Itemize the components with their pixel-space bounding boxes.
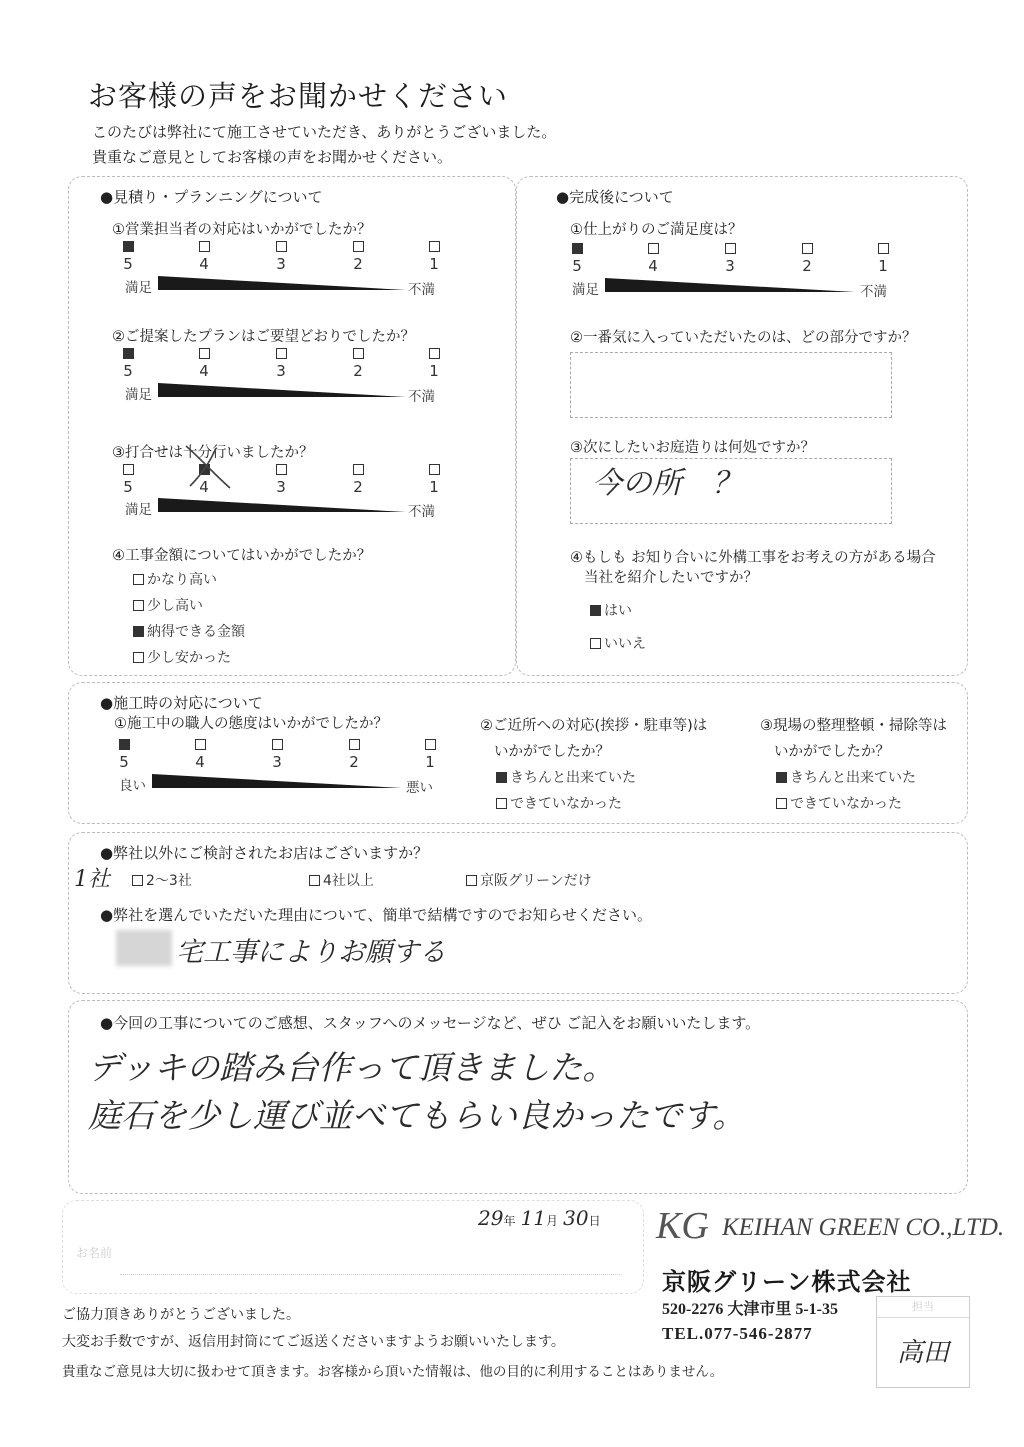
company-tel: TEL.077-546-2877 xyxy=(662,1324,813,1343)
scale-num-4: 4 xyxy=(648,257,658,275)
estimate-q2-checkbox-1[interactable] xyxy=(429,348,440,359)
estimate-q3-checkbox-3[interactable] xyxy=(276,464,287,475)
estimate-q3-wedge xyxy=(158,496,406,514)
option-label: 2～3社 xyxy=(146,873,192,889)
option-label: 4社以上 xyxy=(323,873,374,889)
construction-q2-line-1: ②ご近所への対応(挨拶・駐車等)は xyxy=(480,718,708,734)
estimate-heading: ●見積り・プランニングについて xyxy=(100,188,323,206)
scale-num-4: 4 xyxy=(195,753,205,771)
construction-q1-wedge xyxy=(152,772,402,790)
after-q4-option-yes[interactable] xyxy=(590,600,632,620)
others-handwritten-answer: 1社 xyxy=(74,867,110,892)
others-option-1[interactable] xyxy=(132,870,192,890)
construction-q1-low-label: 良い xyxy=(119,778,146,794)
after-q1-low-label: 満足 xyxy=(572,282,599,298)
estimate-q2-checkbox-5[interactable] xyxy=(123,348,134,359)
construction-q3-line-1: ③現場の整理整頓・掃除等は xyxy=(760,718,947,734)
estimate-q2-low-label: 満足 xyxy=(125,387,152,403)
company-address: 520-2276 大津市里 5-1-35 xyxy=(662,1301,838,1318)
option-label: 少し高い xyxy=(147,598,203,614)
estimate-q2-high-label: 不満 xyxy=(408,389,435,405)
after-q3-answer: 今の所 ？ xyxy=(592,466,742,501)
scale-num-2: 2 xyxy=(353,478,363,496)
checkbox-icon[interactable] xyxy=(133,626,144,637)
scale-num-1: 1 xyxy=(878,257,888,275)
scale-num-5: 5 xyxy=(123,478,133,496)
comments-question: ●今回の工事についてのご感想、スタッフへのメッセージなど、ぜひ ご記入をお願いいたします。 xyxy=(100,1014,761,1032)
estimate-q4-option-3[interactable] xyxy=(133,621,245,641)
footer-line-3: 貴重なご意見は大切に扱わせて頂きます。お客様から頂いた情報は、他の目的に利用することはありません。 xyxy=(62,1364,724,1380)
footer-line-1: ご協力頂きありがとうございました。 xyxy=(62,1307,300,1323)
estimate-q1-wedge xyxy=(158,274,406,292)
staff-label: 担当 xyxy=(877,1297,969,1318)
construction-q3-line-2: いかがでしたか？ xyxy=(774,744,890,760)
scale-num-3: 3 xyxy=(272,753,282,771)
option-label: きちんと出来ていた xyxy=(510,770,636,786)
scale-num-3: 3 xyxy=(725,257,735,275)
after-section-box xyxy=(516,176,968,676)
intro-line-1: このたびは弊社にて施工させていただき、ありがとうございました。 xyxy=(92,123,557,141)
after-q1-checkbox-2[interactable] xyxy=(802,243,813,254)
checkbox-icon[interactable] xyxy=(133,600,144,611)
construction-q1-checkbox-5[interactable] xyxy=(119,739,130,750)
construction-heading: ●施工時の対応について xyxy=(100,694,263,712)
estimate-q1-checkbox-5[interactable] xyxy=(123,241,134,252)
option-label: かなり高い xyxy=(147,572,217,588)
redacted-area xyxy=(116,930,172,966)
reason-question: ●弊社を選んでいただいた理由について、簡単で結構ですのでお知らせください。 xyxy=(100,906,653,924)
construction-q3-option-1[interactable] xyxy=(776,767,916,787)
option-label: 納得できる金額 xyxy=(147,624,245,640)
estimate-q2-wedge xyxy=(158,381,406,399)
handwritten-cross-mark xyxy=(180,438,236,494)
estimate-q4-option-2[interactable] xyxy=(133,595,203,615)
comments-line-2: 庭石を少し運び並べてもらい良かったです。 xyxy=(88,1096,746,1135)
company-name: 京阪グリーン株式会社 xyxy=(662,1268,912,1296)
others-question: ●弊社以外にご検討されたお店はございますか？ xyxy=(100,844,429,862)
checkbox-icon[interactable] xyxy=(590,605,601,616)
company-logo-text: KEIHAN GREEN CO.,LTD. xyxy=(722,1214,1005,1241)
estimate-q3-checkbox-1[interactable] xyxy=(429,464,440,475)
after-q4-option-no[interactable] xyxy=(590,633,646,653)
estimate-q4-option-1[interactable] xyxy=(133,569,217,589)
estimate-q1-high-label: 不満 xyxy=(408,282,435,298)
estimate-q3-checkbox-5[interactable] xyxy=(123,464,134,475)
date-year: 29 xyxy=(478,1206,504,1230)
after-q1-text: ①仕上がりのご満足度は？ xyxy=(570,222,743,238)
estimate-q2-text: ②ご提案したプランはご要望どおりでしたか？ xyxy=(112,329,415,345)
checkbox-icon[interactable] xyxy=(133,652,144,663)
estimate-q3-high-label: 不満 xyxy=(408,504,435,520)
date-day: 30 xyxy=(563,1206,589,1230)
option-label: できていなかった xyxy=(510,796,622,812)
estimate-q1-checkbox-1[interactable] xyxy=(429,241,440,252)
estimate-q2-checkbox-3[interactable] xyxy=(276,348,287,359)
construction-q1-checkbox-1[interactable] xyxy=(425,739,436,750)
after-q2-answer-box[interactable] xyxy=(570,352,892,418)
comments-line-1: デッキの踏み台作って頂きました。 xyxy=(88,1048,616,1087)
date-day-unit: 日 xyxy=(588,1214,601,1228)
checkbox-icon[interactable] xyxy=(133,574,144,585)
company-logo-mark: KG xyxy=(656,1205,709,1247)
scale-num-2: 2 xyxy=(353,362,363,380)
reason-answer: 宅工事によりお願する xyxy=(176,937,446,968)
construction-q1-high-label: 悪い xyxy=(406,780,433,796)
after-q2-text: ②一番気に入っていただいたのは、どの部分ですか？ xyxy=(570,330,917,346)
construction-q3-option-2[interactable] xyxy=(776,793,902,813)
option-label: 京阪グリーンだけ xyxy=(480,873,592,889)
estimate-q4-text: ④工事金額についてはいかがでしたか？ xyxy=(112,548,372,564)
checkbox-icon[interactable] xyxy=(776,798,787,809)
checkbox-icon[interactable] xyxy=(496,798,507,809)
others-option-2[interactable] xyxy=(309,870,374,890)
construction-q2-option-2[interactable] xyxy=(496,793,622,813)
estimate-q1-checkbox-3[interactable] xyxy=(276,241,287,252)
name-line xyxy=(120,1274,620,1275)
estimate-q1-checkbox-2[interactable] xyxy=(353,241,364,252)
date xyxy=(478,1206,601,1230)
after-q3-text: ③次にしたいお庭造りは何処ですか？ xyxy=(570,440,815,456)
after-q4-line-2: 当社を紹介したいですか？ xyxy=(584,570,758,586)
scale-num-3: 3 xyxy=(276,255,286,273)
scale-num-2: 2 xyxy=(349,753,359,771)
checkbox-icon[interactable] xyxy=(309,875,320,886)
construction-q1-checkbox-3[interactable] xyxy=(272,739,283,750)
checkbox-icon[interactable] xyxy=(776,772,787,783)
checkbox-icon[interactable] xyxy=(466,875,477,886)
construction-q2-option-1[interactable] xyxy=(496,767,636,787)
after-q1-checkbox-5[interactable] xyxy=(572,243,583,254)
estimate-q3-text: ③打合せは十分行いましたか？ xyxy=(112,445,314,461)
after-heading: ●完成後について xyxy=(556,188,674,206)
checkbox-icon[interactable] xyxy=(132,875,143,886)
option-label: できていなかった xyxy=(790,796,902,812)
scale-num-1: 1 xyxy=(425,753,435,771)
scale-num-4: 4 xyxy=(199,362,209,380)
scale-num-5: 5 xyxy=(119,753,129,771)
scale-num-1: 1 xyxy=(429,362,439,380)
after-q1-high-label: 不満 xyxy=(860,284,887,300)
option-label: いいえ xyxy=(604,636,646,652)
staff-name: 高田 xyxy=(896,1338,949,1368)
scale-num-5: 5 xyxy=(572,257,582,275)
scale-num-5: 5 xyxy=(123,255,133,273)
footer-line-2: 大変お手数ですが、返信用封筒にてご返送くださいますようお願いいたします。 xyxy=(62,1334,565,1350)
option-label: はい xyxy=(604,603,632,619)
after-q1-checkbox-4[interactable] xyxy=(648,243,659,254)
intro-line-2: 貴重なご意見としてお客様の声をお聞かせください。 xyxy=(92,148,453,166)
date-month-unit: 月 xyxy=(546,1214,559,1228)
scale-num-2: 2 xyxy=(353,255,363,273)
page-title: お客様の声をお聞かせください xyxy=(88,79,509,113)
date-year-unit: 年 xyxy=(503,1214,516,1228)
option-label: きちんと出来ていた xyxy=(790,770,916,786)
estimate-q1-checkbox-4[interactable] xyxy=(199,241,210,252)
checkbox-icon[interactable] xyxy=(590,638,601,649)
scale-num-3: 3 xyxy=(276,362,286,380)
construction-q2-line-2: いかがでしたか？ xyxy=(494,744,610,760)
estimate-q3-low-label: 満足 xyxy=(125,502,152,518)
construction-q1-text: ①施工中の職人の態度はいかがでしたか？ xyxy=(114,716,388,732)
scale-num-3: 3 xyxy=(276,478,286,496)
name-label: お名前 xyxy=(76,1246,113,1260)
scale-num-2: 2 xyxy=(802,257,812,275)
estimate-q2-checkbox-4[interactable] xyxy=(199,348,210,359)
construction-q1-checkbox-4[interactable] xyxy=(195,739,206,750)
estimate-q3-checkbox-2[interactable] xyxy=(353,464,364,475)
scale-num-5: 5 xyxy=(123,362,133,380)
estimate-q2-checkbox-2[interactable] xyxy=(353,348,364,359)
scale-num-1: 1 xyxy=(429,255,439,273)
after-q1-checkbox-1[interactable] xyxy=(878,243,889,254)
others-option-3[interactable] xyxy=(466,870,592,890)
scale-num-4: 4 xyxy=(199,478,209,496)
checkbox-icon[interactable] xyxy=(496,772,507,783)
construction-q1-checkbox-2[interactable] xyxy=(349,739,360,750)
option-label: 少し安かった xyxy=(147,650,231,666)
after-q1-wedge xyxy=(605,276,855,294)
after-q4-line-1: ④もしも お知り合いに外構工事をお考えの方がある場合 xyxy=(570,550,936,566)
staff-box xyxy=(876,1296,970,1388)
scale-num-1: 1 xyxy=(429,478,439,496)
estimate-q1-low-label: 満足 xyxy=(125,280,152,296)
after-q1-checkbox-3[interactable] xyxy=(725,243,736,254)
date-month: 11 xyxy=(520,1206,547,1230)
estimate-q1-text: ①営業担当者の対応はいかがでしたか？ xyxy=(112,222,372,238)
scale-num-4: 4 xyxy=(199,255,209,273)
estimate-q4-option-4[interactable] xyxy=(133,647,231,667)
